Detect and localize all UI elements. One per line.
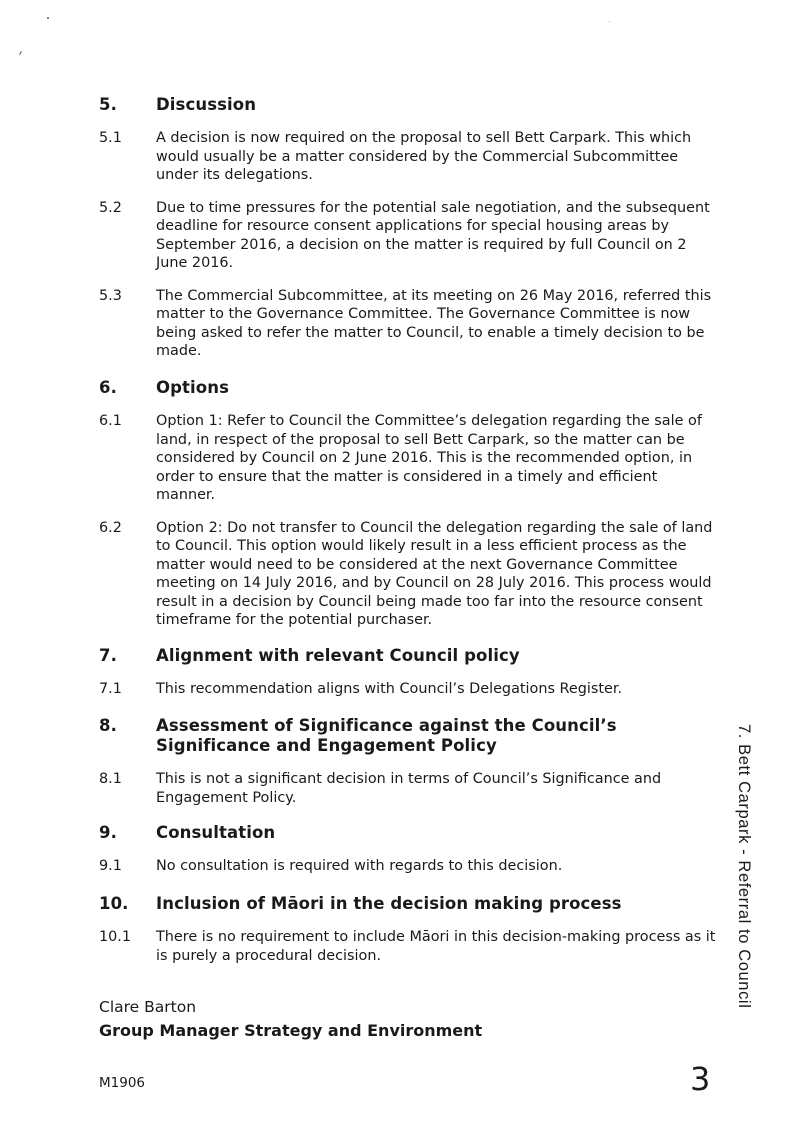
signoff-block <box>99 996 482 1042</box>
paragraph-number: 6.1 <box>99 413 122 429</box>
section-maori-inclusion <box>99 894 719 965</box>
section-number: 6. <box>99 378 117 397</box>
paragraph-text: Option 2: Do not transfer to Council the delegation regarding the sale of land to Council. This option would likely result in a less efficient process as the matter would need to be considered at the next Governance Committee meeting on 14 July 2016, and by Council on 28 July 2016. This process would result in a decision by Council being made too far into the resource consent timeframe for the potential purchaser. <box>156 519 713 628</box>
section-title: Discussion <box>156 95 257 114</box>
section-title: Options <box>156 378 229 397</box>
paragraph <box>99 412 719 505</box>
section-discussion <box>99 95 719 361</box>
paragraph <box>99 857 719 876</box>
paragraph-text: The Commercial Subcommittee, at its meeting on 26 May 2016, referred this matter to the Governance Committee. The Governance Committee is now being asked to refer the matter to Council, to enable a timely decision to be made. <box>156 287 712 359</box>
paragraph <box>99 287 719 361</box>
section-title: Inclusion of Māori in the decision making process <box>156 894 622 913</box>
section-consultation <box>99 823 719 876</box>
section-heading <box>99 716 719 756</box>
paragraph-text: This is not a significant decision in terms of Council’s Significance and Engagement Policy. <box>156 771 662 806</box>
section-title: Consultation <box>156 823 276 842</box>
paragraph <box>99 770 719 807</box>
section-number: 5. <box>99 95 117 114</box>
paragraph-number: 7.1 <box>99 681 122 697</box>
section-number: 9. <box>99 823 117 842</box>
section-heading <box>99 823 719 843</box>
agenda-item-side-tab: 7. Bett Carpark - Referral to Council <box>735 724 753 1009</box>
section-options <box>99 378 719 630</box>
page-number: 3 <box>690 1060 711 1098</box>
paragraph-text: A decision is now required on the proposal to sell Bett Carpark. This which would usually be a matter considered by the Commercial Subcommittee under its delegations. <box>156 130 692 183</box>
paragraph-number: 10.1 <box>99 929 132 945</box>
section-number: 8. <box>99 716 117 735</box>
section-significance <box>99 716 719 807</box>
paragraph-number: 5.3 <box>99 287 122 304</box>
section-heading <box>99 95 719 115</box>
paragraph-number: 5.1 <box>99 130 122 146</box>
paragraph-number: 9.1 <box>99 858 122 874</box>
signoff-name: Clare Barton <box>99 998 197 1016</box>
section-heading <box>99 646 719 666</box>
paragraph-text: No consultation is required with regards to this decision. <box>156 858 563 874</box>
paragraph-number: 6.2 <box>99 519 122 536</box>
paragraph-text: Option 1: Refer to Council the Committee’s delegation regarding the sale of land, in respect of the proposal to sell Bett Carpark, so the matter can be considered by Council on 2 June 2016. This is the recommended option, in order to ensure that the matter is considered in a timely and efficient manner. <box>156 413 702 503</box>
paragraph <box>99 519 719 630</box>
section-number: 10. <box>99 894 129 913</box>
paragraph-text: Due to time pressures for the potential sale negotiation, and the subsequent deadline for resource consent applications for special housing areas by September 2016, a decision on the matter is required by full Council on 2 June 2016. <box>156 199 710 271</box>
paragraph-number: 8.1 <box>99 771 122 787</box>
section-heading <box>99 894 719 914</box>
paragraph-text: There is no requirement to include Māori in this decision-making process as it is purely a procedural decision. <box>156 929 716 964</box>
section-policy-alignment <box>99 646 719 699</box>
paragraph-text: This recommendation aligns with Council’s Delegations Register. <box>156 681 623 697</box>
scan-speck <box>609 21 610 22</box>
paragraph <box>99 928 719 965</box>
scan-speck <box>47 17 49 19</box>
section-heading <box>99 378 719 398</box>
paragraph <box>99 129 719 185</box>
signoff-title: Group Manager Strategy and Environment <box>99 1021 483 1040</box>
document-reference: M1906 <box>99 1075 146 1091</box>
paragraph <box>99 680 719 699</box>
scan-speck <box>19 51 22 55</box>
paragraph-number: 5.2 <box>99 199 122 216</box>
section-title: Alignment with relevant Council policy <box>156 646 520 665</box>
paragraph <box>99 199 719 273</box>
section-number: 7. <box>99 646 117 665</box>
section-title: Assessment of Significance against the Council’s Significance and Engagement Policy <box>156 716 617 755</box>
